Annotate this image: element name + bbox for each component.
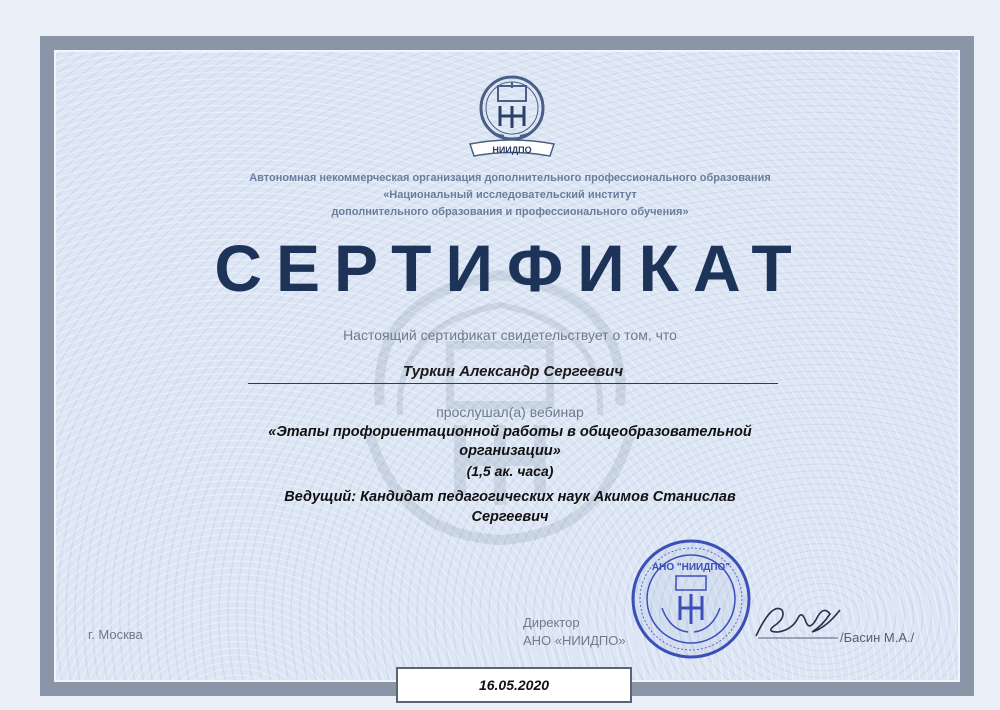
institute-logo-icon (460, 72, 564, 162)
recipient-name: Туркин Александр Сергеевич (248, 363, 778, 384)
organization-line: дополнительного образования и профессионального обучения» (331, 206, 689, 218)
issue-date: 16.05.2020 (396, 667, 632, 703)
listened-text: прослушал(а) вебинар (436, 404, 584, 420)
intro-text: Настоящий сертификат свидетельствует о том, что (343, 327, 677, 343)
organization-name (200, 170, 820, 221)
hours-text: (1,5 ак. часа) (466, 463, 554, 479)
webinar-topic (200, 423, 820, 461)
certificate-title: СЕРТИФИКАТ (214, 231, 806, 305)
logo-text: НИИДПО (492, 145, 532, 155)
presenter-text (210, 487, 810, 527)
signature-icon (752, 596, 842, 644)
director-line: Директор (523, 615, 580, 630)
official-stamp-icon (630, 538, 752, 660)
organization-line: «Национальный исследовательский институт (383, 189, 637, 201)
director-title (523, 614, 626, 650)
city-text: г. Москва (88, 627, 143, 642)
organization-line: Автономная некоммерческая организация дополнительного профессионального образования (249, 172, 771, 184)
director-line: АНО «НИИДПО» (523, 633, 626, 648)
webinar-topic-line: организации» (459, 443, 561, 459)
signer-name: /Басин М.А./ (840, 630, 915, 645)
stamp-text: АНО "НИИДПО" (651, 562, 731, 573)
presenter-line: Ведущий: Кандидат педагогических наук Акимов Станислав (284, 489, 736, 505)
presenter-line: Сергеевич (471, 509, 549, 525)
webinar-topic-line: «Этапы профориентационной работы в общеобразовательной (268, 424, 752, 440)
